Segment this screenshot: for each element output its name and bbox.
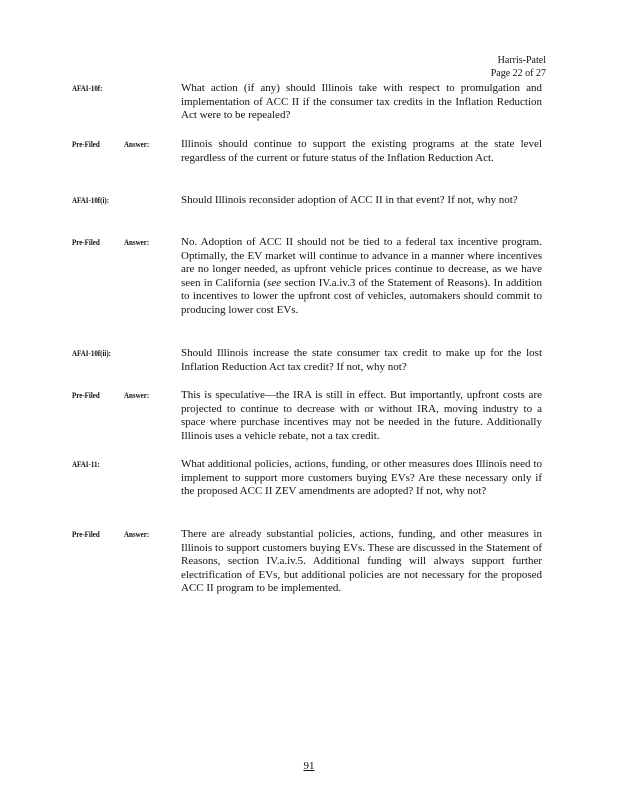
answer-text xyxy=(181,236,542,317)
question-label: AFAI-10f(i): xyxy=(72,195,110,205)
question-block xyxy=(72,347,542,374)
page-number-value: 91 xyxy=(303,760,315,772)
answer-label-prefiled: Pre-Filed xyxy=(72,529,100,539)
answer-text-italic: see xyxy=(267,276,282,289)
witness-name: Harris-Patel xyxy=(497,55,546,66)
answer-block xyxy=(72,528,542,596)
answer-text-part: section IV.a.iv.3 of the Statement of Reasons). In addition to incentives to lower the upfront cost of vehicles, automakers should commit to producing lower cost EVs. xyxy=(181,276,542,316)
question-label: AFAI-10f: xyxy=(72,83,103,93)
answer-block xyxy=(72,389,542,443)
answer-label-prefiled: Pre-Filed xyxy=(72,139,100,149)
answer-label-prefiled: Pre-Filed xyxy=(72,390,100,400)
question-block xyxy=(72,194,542,208)
page-indicator: Page 22 of 27 xyxy=(490,68,546,79)
answer-block xyxy=(72,236,542,317)
answer-text-part: No. Adoption of ACC II should not be tied to a federal tax incentive program. Optimally, the EV market will continue to advance in a manner where incentives are no longer needed, as upfront vehicle prices continue to decrease, as we have seen in California ( xyxy=(181,236,542,289)
question-text: What action (if any) should Illinois take with respect to promulgation and implementation of ACC II if the consumer tax credits in the Inflation Reduction Act were to be repealed? xyxy=(181,82,542,121)
answer-label: Answer: xyxy=(124,139,150,149)
answer-text: Illinois should continue to support the existing programs at the state level regardless of the current or future status of the Inflation Reduction Act. xyxy=(181,138,542,164)
question-text: Should Illinois increase the state consumer tax credit to make up for the lost Inflation Reduction Act tax credit? If not, why not? xyxy=(181,347,542,373)
answer-label: Answer: xyxy=(124,529,150,539)
question-text: What additional policies, actions, funding, or other measures does Illinois need to implement to support more customers buying EVs? Are these necessary only if the proposed ACC II ZEV amendments are adopted? If not, why not? xyxy=(181,458,542,497)
answer-label: Answer: xyxy=(124,237,150,247)
answer-text: There are already substantial policies, actions, funding, and other measures in Illinois to support customers buying EVs. These are discussed in the Statement of Reasons, section IV.a.iv.5. Additional funding will always support further electrification of EVs, but additional policies are not necessary for the proposed ACC II program to be implemented. xyxy=(181,528,542,594)
question-label: AFAI-10f(ii): xyxy=(72,348,111,358)
question-text: Should Illinois reconsider adoption of ACC II in that event? If not, why not? xyxy=(181,194,518,206)
question-label: AFAI-11: xyxy=(72,459,100,469)
answer-label-prefiled: Pre-Filed xyxy=(72,237,100,247)
answer-block xyxy=(72,138,542,165)
answer-label: Answer: xyxy=(124,390,150,400)
question-block xyxy=(72,82,542,123)
page-header xyxy=(491,54,546,80)
answer-text: This is speculative—the IRA is still in effect. But importantly, upfront costs are projected to continue to decrease with or without IRA, moving industry to a space where purchase incentives may not be needed in the future. Additionally Illinois uses a vehicle rebate, not a tax credit. xyxy=(181,389,542,442)
question-block xyxy=(72,458,542,499)
page-number xyxy=(0,760,618,772)
